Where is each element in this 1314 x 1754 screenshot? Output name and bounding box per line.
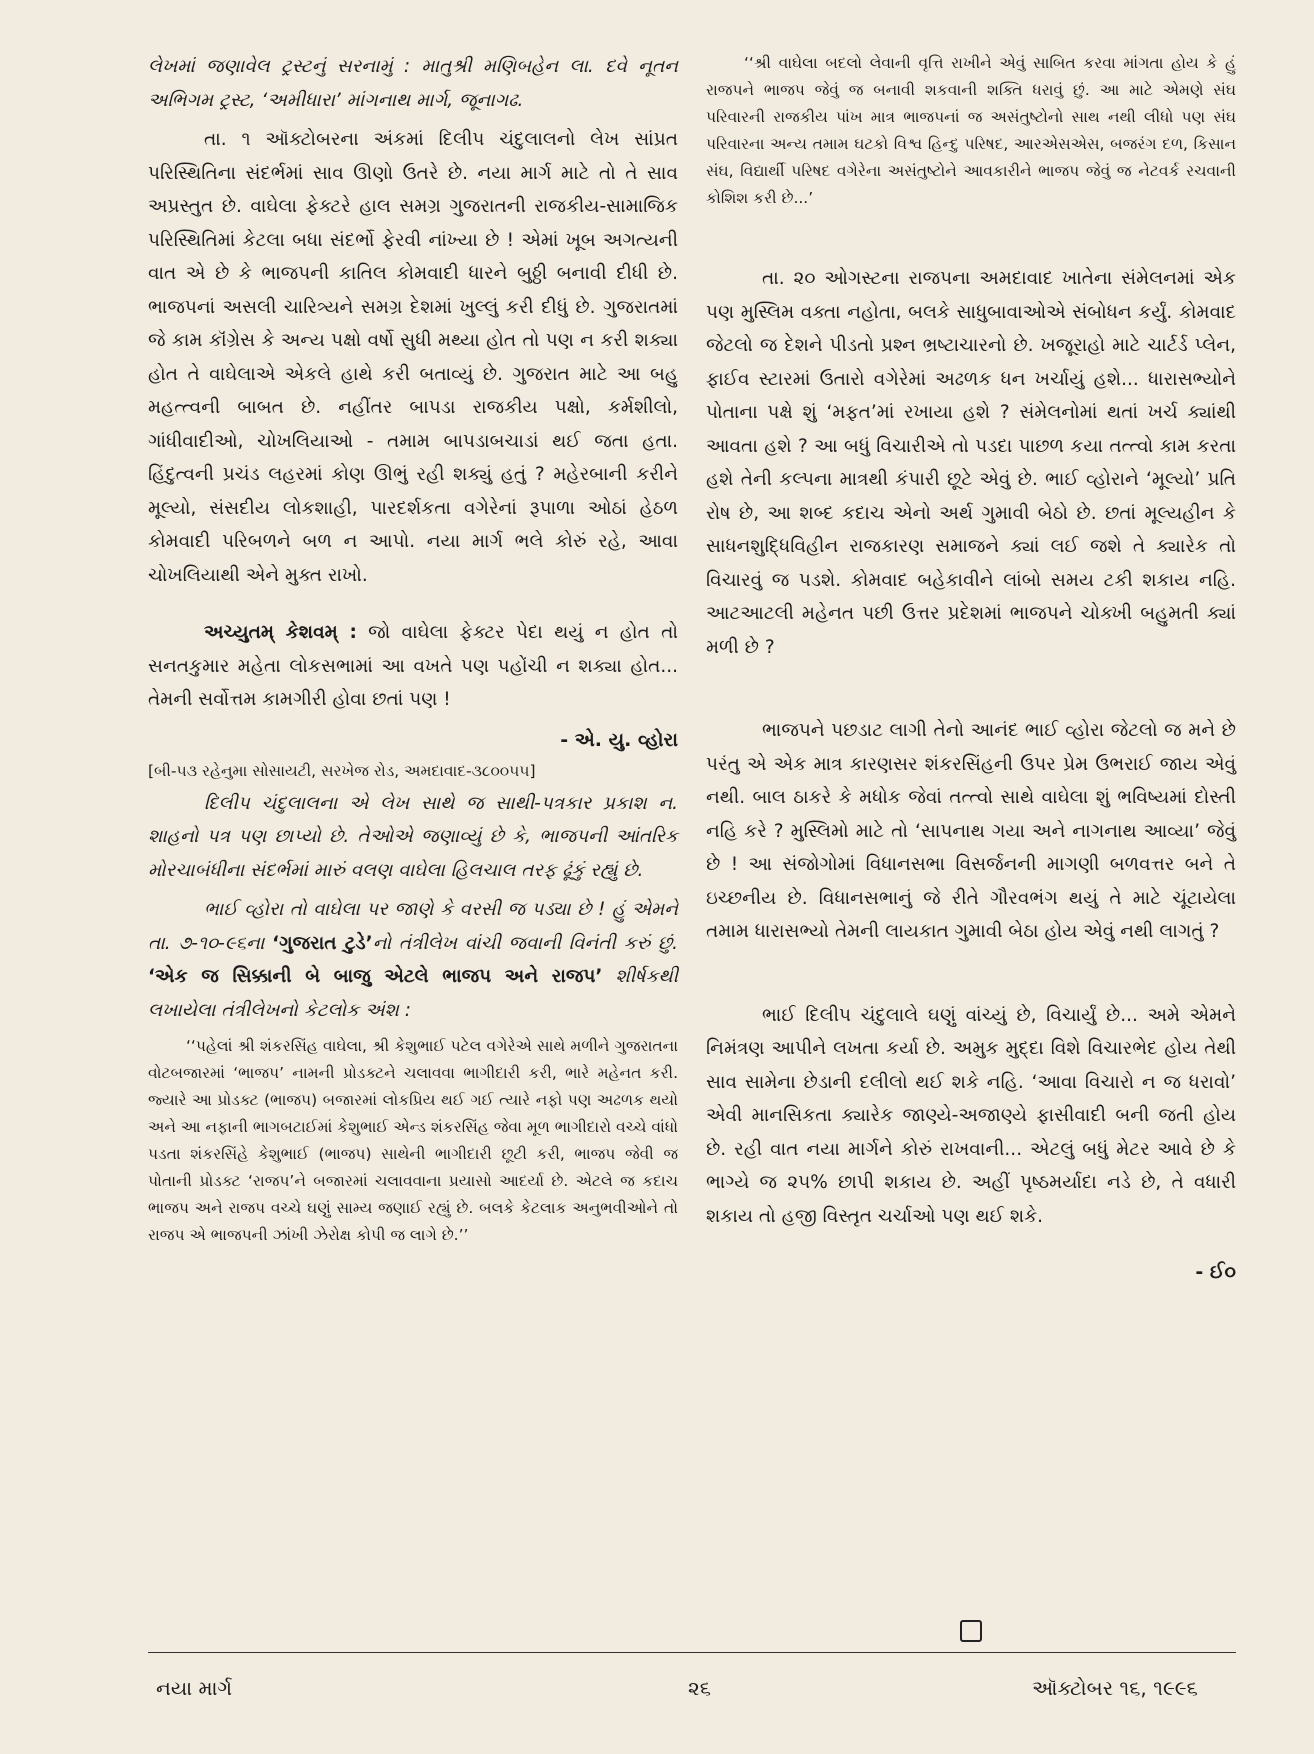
editor-paragraph-2-part-a: ભાઈ વ્હોરા તો વાઘેલા પર જાણે કે વરસી જ પડ્યા છે ! હું એમને તા. ૭-૧૦-૯૬ના (148, 899, 678, 954)
editorial-quote-right: ‘‘શ્રી વાઘેલા બદલો લેવાની વૃત્તિ રાખીને એવું સાબિત કરવા માંગતા હોય કે હું રાજપને ભાજપ જેવું જ બનાવી શકવાની શક્તિ ધરાવું છું. આ માટે એમણે સંઘ પરિવારની રાજકીય પાંખ માત્ર ભાજપનાં જ અસંતુષ્ટોનો સાથ નથી લીધો પણ સંઘ પરિવારના અન્ય તમામ ઘટકો વિશ્વ હિન્દુ પરિષદ, આરએસએસ, બજરંગ દળ, કિસાન સંઘ, વિદ્યાર્થી પરિષદ વગેરેના અસંતુષ્ટોને આવકારીને ભાજપ જેવું જ નેટવર્ક રચવાની કોશિશ કરી છે...’ (706, 54, 1236, 207)
reply-signature: - ઈ૦ (1195, 1261, 1236, 1283)
editor-paragraph-2 (148, 893, 678, 1027)
reply-paragraph-1: તા. ૨૦ ઓગસ્ટના રાજપના અમદાવાદ ખાતેના સંમેલનમાં એક પણ મુસ્લિમ વક્તા નહોતા, બલકે સાધુબાવાઓએ સંબોધન કર્યું. કોમવાદ જેટલો જ દેશને પીડતો પ્રશ્ન ભ્રષ્ટાચારનો છે. ખજૂરાહો માટે ચાર્ટર્ડ પ્લેન, ફાઈવ સ્ટારમાં ઉતારો વગેરેમાં અઢળક ધન ખર્ચાયું હશે... ધારાસભ્યોને પોતાના પક્ષે શું ‘મફત’માં રખાયા હશે ? સંમેલનોમાં થતાં ખર્ચ ક્યાંથી આવતા હશે ? આ બધું વિચારીએ તો પડદા પાછળ કયા તત્ત્વો કામ કરતા હશે તેની કલ્પના માત્રથી કંપારી છૂટે એવું છે. ભાઈ વ્હોરાને ‘મૂલ્યો’ પ્રતિ રોષ છે, આ શબ્દ કદાચ એનો અર્થ ગુમાવી બેઠો છે. છતાં મૂલ્યહીન કે સાધનશુદ્ધિવિહીન રાજકારણ સમાજને ક્યાં લઈ જશે તે ક્યારેક તો વિચારવું જ પડશે. કોમવાદ બહેકાવીને લાંબો સમય ટકી શકાય નહિ. આટઆટલી મહેનત પછી ઉત્તર પ્રદેશમાં ભાજપને ચોક્ખી બહુમતી ક્યાં મળી છે ? (706, 268, 1236, 658)
editorial-title: ‘એક જ સિક્કાની બે બાજુ એટલે ભાજપ અને રાજપ’ (148, 966, 603, 987)
footer-rule (148, 1652, 1236, 1653)
reply-paragraph-3: ભાઈ દિલીપ ચંદુલાલે ઘણું વાંચ્યું છે, વિચાર્યું છે... અમે એમને નિમંત્રણ આપીને લખતા કર્યા છે. અમુક મુદ્દા વિશે વિચારભેદ હોય તેથી સાવ સામેના છેડાની દલીલો થઈ શકે નહિ. ‘આવા વિચારો ન જ ધરાવો’ એવી માનસિકતા ક્યારેક જાણ્યે-અજાણ્યે ફાસીવાદી બની જતી હોય છે. રહી વાત નયા માર્ગને કોરું રાખવાની... એટલું બધું મેટર આવે છે કે ભાગ્યે જ ૨૫% છાપી શકાય છે. અહીં પૃષ્ઠમર્યાદા નડે છે, તે વધારી શકાય તો હજી વિસ્તૃત ચર્ચાઓ પણ થઈ શકે. (706, 1004, 1236, 1227)
footer-page-number: ૨૬ (688, 1676, 711, 1700)
letter-signature: - એ. યુ. વ્હોરા (560, 728, 678, 751)
letter-paragraph-2 (148, 616, 678, 717)
editorial-quote-left: ‘‘પહેલાં શ્રી શંકરસિંહ વાઘેલા, શ્રી કેશુભાઈ પટેલ વગેરેએ સાથે મળીને ગુજરાતના વોટબજારમાં ‘ભાજપ’ નામની પ્રોડક્ટને ચલાવવા ભાગીદારી કરી, ભારે મહેનત કરી. જ્યારે આ પ્રોડક્ટ (ભાજપ) બજારમાં લોકપ્રિય થઈ ગઈ ત્યારે નફો પણ અઢળક થયો અને આ નફાની ભાગબટાઈમાં કેશુભાઈ એન્ડ શંકરસિંહ જેવા મૂળ ભાગીદારો વચ્ચે વાંધો પડતા શંકરસિંહે કેશુભાઈ (ભાજપ) સાથેની ભાગીદારી છૂટી કરી, ભાજપ જેવી જ પોતાની પ્રોડક્ટ ‘રાજપ’ને બજારમાં ચલાવવાના પ્રયાસો આદર્યા છે. એટલે જ કદાચ ભાજપ અને રાજપ વચ્ચે ઘણું સામ્ય જણાઈ રહ્યું છે. બલકે કેટલાક અનુભવીઓને તો રાજપ એ ભાજપની ઝાંખી ઝેરોક્ષ કોપી જ લાગે છે.’’ (148, 1037, 678, 1244)
letter-paragraph-2-lead: અચ્યુતમ્ કેશવમ્ : (204, 622, 357, 643)
letter-paragraph-1: તા. ૧ ઑક્ટોબરના અંકમાં દિલીપ ચંદુલાલનો લેખ સાંપ્રત પરિસ્થિતિના સંદર્ભમાં સાવ ઊણો ઉતરે છે. નયા માર્ગ માટે તો તે સાવ અપ્રસ્તુત છે. વાઘેલા ફેક્ટરે હાલ સમગ્ર ગુજરાતની રાજકીય-સામાજિક પરિસ્થિતિમાં કેટલા બધા સંદર્ભો ફેરવી નાંખ્યા છે ! એમાં ખૂબ અગત્યની વાત એ છે કે ભાજપની કાતિલ કોમવાદી ધારને બુઠ્ઠી બનાવી દીધી છે. ભાજપનાં અસલી ચારિત્ર્યને સમગ્ર દેશમાં ખુલ્લું કરી દીધું છે. ગુજરાતમાં જે કામ કૉંગ્રેસ કે અન્ય પક્ષો વર્ષો સુધી મથ્યા હોત તો પણ ન કરી શક્યા હોત તે વાઘેલાએ એકલે હાથે કરી બતાવ્યું છે. ગુજરાત માટે આ બહુ મહત્ત્વની બાબત છે. નહીંતર બાપડા રાજકીય પક્ષો, કર્મશીલો, ગાંધીવાદીઓ, ચોખલિયાઓ - તમામ બાપડાબચાડાં થઈ જતા હતા. હિંદુત્વની પ્રચંડ લહરમાં કોણ ઊભું રહી શક્યું હતું ? મહેરબાની કરીને મૂલ્યો, સંસદીય લોકશાહી, પારદર્શકતા વગેરેનાં રૂપાળા ઓઠાં હેઠળ કોમવાદી પરિબળને બળ ન આપો. નયા માર્ગ ભલે કોરું રહે, આવા ચોખલિયાથી એને મુક્ત રાખો. (148, 129, 678, 586)
left-column (148, 50, 678, 1249)
reply-paragraph-2: ભાજપને પછડાટ લાગી તેનો આનંદ ભાઈ વ્હોરા જેટલો જ મને છે પરંતુ એ એક માત્ર કારણસર શંકરસિંહની ઉપર પ્રેમ ઉભરાઈ જાય એવું નથી. બાલ ઠાકરે કે મધોક જેવાં તત્ત્વો સાથે વાઘેલા શું ભવિષ્યમાં દોસ્તી નહિ કરે ? મુસ્લિમો માટે તો ‘સાપનાથ ગયા અને નાગનાથ આવ્યા’ જેવું છે ! આ સંજોગોમાં વિધાનસભા વિસર્જનની માગણી બળવત્તર બને તે ઇચ્છનીય છે. વિધાનસભાનું જે રીતે ગૌરવભંગ થયું તે માટે ચૂંટાયેલા તમામ ધારાસભ્યો તેમની લાયકાત ગુમાવી બેઠા હોય એવું નથી લાગતું ? (706, 720, 1236, 942)
end-of-article-mark (960, 1620, 982, 1642)
letter-paragraph-2-text: જો વાઘેલા ફેક્ટર પેદા થયું ન હોત તો સનતકુમાર મહેતા લોકસભામાં આ વખતે પણ પહોંચી ન શક્યા હોત... તેમની સર્વોત્તમ કામગીરી હોવા છતાં પણ ! (148, 622, 678, 710)
editor-paragraph-2-part-c: નો તંત્રીલેખ વાંચી જવાની વિનંતી કરું છું. (372, 932, 678, 954)
right-column (706, 50, 1236, 1289)
footer-magazine-name: નયા માર્ગ (156, 1676, 233, 1700)
newspaper-name: ‘ગુજરાત ટુડે’ (272, 932, 373, 954)
trust-address-note: લેખમાં જણાવેલ ટ્રસ્ટનું સરનામું : માતુશ્રી મણિબહેન લા. દવે નૂતન અભિગમ ટ્રસ્ટ, ‘અમીધારા’ માંગનાથ માર્ગ, જૂનાગઢ. (148, 56, 678, 111)
editor-paragraph-2-part-e: શીર્ષકથી લખાયેલા તંત્રીલેખનો કેટલોક અંશ : (148, 966, 678, 1021)
footer-date: ઑક્ટોબર ૧૬, ૧૯૯૬ (1032, 1676, 1198, 1700)
letter-address: [બી-૫૩ રહેનુમા સોસાયટી, સરખેજ રોડ, અમદાવાદ-૩૮૦૦૫૫] (148, 761, 536, 780)
editor-paragraph-1: દિલીપ ચંદુલાલના એ લેખ સાથે જ સાથી-પત્રકાર પ્રકાશ ન. શાહનો પત્ર પણ છાપ્યો છે. તેઓએ જણાવ્યું છે કે, ભાજપની આંતરિક મોરચાબંધીના સંદર્ભમાં મારું વલણ વાઘેલા હિલચાલ તરફ ઢૂંકું રહ્યું છે. (148, 792, 678, 881)
